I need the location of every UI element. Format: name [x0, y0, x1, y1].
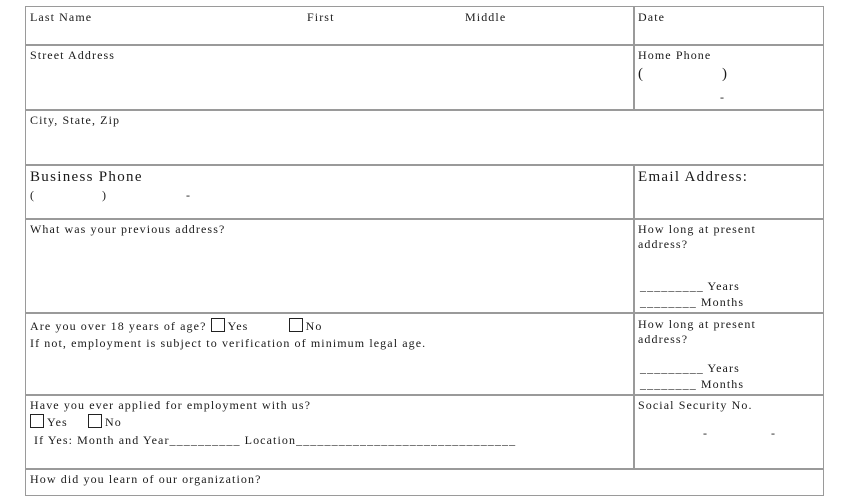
- home-phone-dash: -: [720, 90, 726, 104]
- months-field: ________ Months: [640, 295, 745, 309]
- years-field: _________ Years: [640, 279, 740, 293]
- city-state-zip-label: City, State, Zip: [30, 113, 121, 127]
- ssn-dash-1: -: [703, 426, 709, 440]
- row-divider: [25, 394, 824, 396]
- previous-address-label: What was your previous address?: [30, 222, 226, 236]
- home-phone-label: Home Phone: [638, 48, 712, 62]
- row-divider: [25, 468, 824, 470]
- row-divider: [25, 109, 824, 111]
- column-divider: [633, 6, 635, 110]
- applied-yes-checkbox[interactable]: [30, 414, 44, 428]
- age-question-label: Are you over 18 years of age?: [30, 319, 207, 333]
- email-address-label: Email Address:: [638, 169, 749, 185]
- how-long-label: How long at present: [638, 222, 756, 236]
- business-phone-area-open: (: [30, 188, 36, 202]
- row-divider: [25, 164, 824, 166]
- home-phone-area-close: ): [722, 66, 729, 82]
- home-phone-area-open: (: [638, 66, 645, 82]
- months-field: ________ Months: [640, 377, 745, 391]
- row-divider: [25, 312, 824, 314]
- row-divider: [25, 218, 824, 220]
- business-phone-area-close: ): [102, 188, 108, 202]
- applied-options: [30, 414, 122, 430]
- column-divider: [633, 164, 635, 469]
- how-long-label: How long at present: [638, 317, 756, 331]
- over-18-yes-label: Yes: [227, 319, 249, 333]
- form-frame: [25, 6, 824, 496]
- business-phone-label: Business Phone: [30, 169, 143, 185]
- over-18-no-checkbox[interactable]: [289, 318, 303, 332]
- age-question: [30, 318, 322, 334]
- applied-no-checkbox[interactable]: [88, 414, 102, 428]
- row-divider: [25, 44, 824, 46]
- ssn-label: Social Security No.: [638, 398, 753, 412]
- years-field: _________ Years: [640, 361, 740, 375]
- over-18-yes-checkbox[interactable]: [211, 318, 225, 332]
- middle-name-label: Middle: [465, 10, 507, 24]
- first-name-label: First: [307, 10, 335, 24]
- applied-no-label: No: [104, 415, 122, 429]
- how-long-label-2: address?: [638, 332, 689, 346]
- applied-question: Have you ever applied for employment with us?: [30, 398, 312, 412]
- business-phone-dash: -: [186, 188, 192, 202]
- applied-details: If Yes: Month and Year__________ Location_______________________________: [34, 433, 517, 447]
- how-long-label-2: address?: [638, 237, 689, 251]
- age-verification-note: If not, employment is subject to verification of minimum legal age.: [30, 336, 427, 350]
- over-18-no-label: No: [305, 319, 323, 333]
- ssn-dash-2: -: [771, 426, 777, 440]
- learn-question: How did you learn of our organization?: [30, 472, 262, 486]
- date-label: Date: [638, 10, 666, 24]
- street-address-label: Street Address: [30, 48, 116, 62]
- applied-yes-label: Yes: [47, 415, 68, 429]
- last-name-label: Last Name: [30, 10, 93, 24]
